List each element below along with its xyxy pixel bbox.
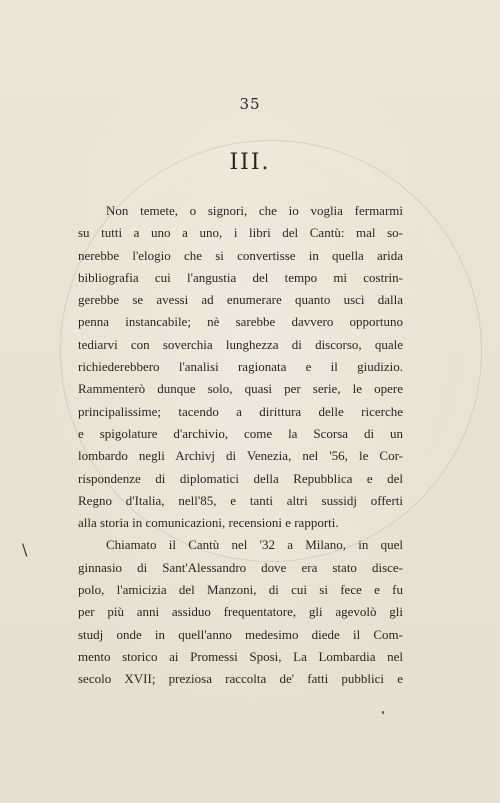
text-line: richiederebbero l'analisi ragionata e il giudizio. bbox=[78, 359, 403, 375]
text-line: nerebbe l'elogio che si convertisse in quella arida bbox=[78, 247, 403, 263]
text-line: secolo XVII; preziosa raccolta de' fatti pubblici e bbox=[78, 671, 403, 687]
text-line: e spigolature d'archivio, come la Scorsa di un bbox=[78, 425, 403, 441]
ink-spot bbox=[382, 711, 384, 714]
text-line: tediarvi con soverchia lunghezza di discorso, quale bbox=[78, 336, 403, 352]
text-line: principalissime; tacendo a dirittura delle ricerche bbox=[78, 403, 403, 419]
text-line: per più anni assiduo frequentatore, gli agevolò gli bbox=[78, 604, 403, 620]
text-line: bibliografia cui l'angustia del tempo mi costrin- bbox=[78, 269, 403, 285]
text-line: alla storia in comunicazioni, recensioni e rapporti. bbox=[78, 515, 339, 531]
chapter-heading: III. bbox=[229, 150, 271, 175]
page-number: 35 bbox=[239, 95, 261, 113]
text-line: Non temete, o signori, che io voglia fermarmi bbox=[106, 203, 403, 218]
margin-mark: \ bbox=[22, 540, 28, 559]
text-line: Chiamato il Cantù nel '32 a Milano, in quel bbox=[106, 537, 403, 553]
text-line: ginnasio di Sant'Alessandro dove era stato disce- bbox=[78, 559, 403, 575]
text-line: mento storico ai Promessi Sposi, La Lombardia nel bbox=[78, 648, 403, 664]
text-line: lombardo negli Archivj di Venezia, nel '56, le Cor- bbox=[78, 448, 403, 464]
text-line: gerebbe se avessi ad enumerare quanto uscì dalla bbox=[78, 292, 403, 308]
text-line: studj onde in quell'anno medesimo diede il Com- bbox=[78, 626, 403, 642]
text-line: Rammenterò dunque solo, quasi per serie, le opere bbox=[78, 381, 403, 397]
text-line: rispondenze di diplomatici della Repubblica e del bbox=[78, 470, 403, 486]
text-line: su tutti a uno a uno, i libri del Cantù: mal so- bbox=[78, 225, 403, 241]
body-text bbox=[78, 200, 403, 691]
text-line: Regno d'Italia, nell'85, e tanti altri sussidj offerti bbox=[78, 492, 403, 508]
text-line: penna instancabile; nè sarebbe davvero opportuno bbox=[78, 314, 403, 330]
text-line: polo, l'amicizia del Manzoni, di cui si fece e fu bbox=[78, 582, 403, 598]
